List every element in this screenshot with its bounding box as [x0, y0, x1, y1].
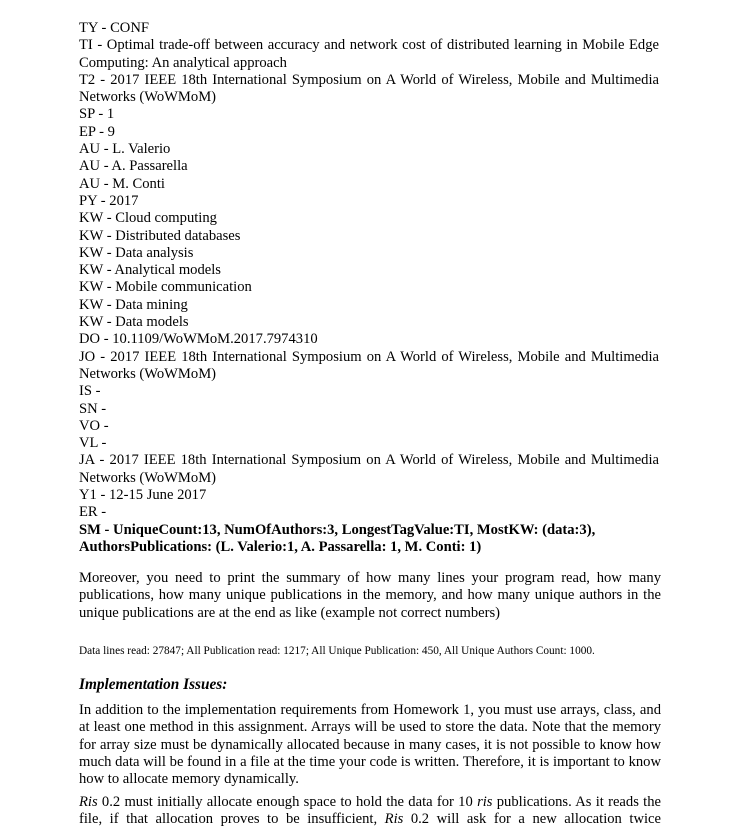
ris-keyword-line: KW - Data analysis: [79, 244, 194, 261]
ris-end-record-line: ER -: [79, 504, 107, 521]
ris-keyword-line: KW - Cloud computing: [79, 210, 217, 227]
allocation-text: publications. As it reads the file, if that allocation proves to be insufficient,: [79, 794, 661, 828]
section-heading: Implementation Issues:: [79, 676, 228, 693]
allocation-text: 0.2 will ask for a new allocation twice: [403, 811, 661, 828]
ris-record: [79, 20, 659, 556]
allocation-text: 0.2 must initially allocate enough space to hold the data for 10: [97, 794, 478, 810]
ris-end-page-line: EP - 9: [79, 123, 115, 140]
ris-author-line: AU - M. Conti: [79, 175, 165, 192]
summary-line: SM - UniqueCount:13, NumOfAuthors:3, LongestTagValue:TI, MostKW: (data:3), AuthorsPublications: (L. Valerio:1, A. Passarella: 1, M. Conti: 1): [79, 521, 596, 555]
ris-issue-line: IS -: [79, 383, 101, 400]
ris-name-italic: ris: [477, 794, 493, 810]
ris-secondary-title-line: T2 - 2017 IEEE 18th International Symposium on A World of Wireless, Mobile and Multimedia Networks (WoWMoM): [79, 71, 659, 106]
ris-doi-line: DO - 10.1109/WoWMoM.2017.7974310: [79, 331, 318, 348]
ris-name-italic: Ris: [384, 811, 404, 828]
ris-keyword-line: KW - Data models: [79, 314, 189, 331]
ris-start-page-line: SP - 1: [79, 106, 115, 123]
ris-keyword-line: KW - Distributed databases: [79, 227, 241, 244]
example-output: Data lines read: 27847; All Publication read: 1217; All Unique Publication: 450, All Unique Authors Count: 1000.: [79, 645, 595, 657]
ris-date-line: Y1 - 12-15 June 2017: [79, 487, 207, 504]
ris-journal-line: JO - 2017 IEEE 18th International Symposium on A World of Wireless, Mobile and Multimedia Networks (WoWMoM): [79, 348, 659, 382]
ris-volume-line: VO -: [79, 417, 109, 434]
ris-keyword-line: KW - Analytical models: [79, 262, 221, 279]
ris-keyword-line: KW - Data mining: [79, 296, 188, 313]
ris-title-line: TI - Optimal trade-off between accuracy and network cost of distributed learning in Mobile Edge Computing: An analytical approach: [79, 37, 659, 71]
ris-author-line: AU - L. Valerio: [79, 141, 171, 158]
implementation-paragraph: In addition to the implementation requirements from Homework 1, you must use arrays, class, and at least one method in this assignment. Arrays will be used to store the data. Note that the memory for array size must be dynamically allocated because in many cases, it is not possible to know how much data will be found in a file at the time your code is written. Therefore, it is important to know how to allocate memory dynamically.: [79, 702, 661, 788]
summary-paragraph: Moreover, you need to print the summary of how many lines your program read, how many publications, how many unique publications in the memory, and how many unique authors in the unique publications are at the end as like (example not correct numbers): [79, 570, 661, 621]
ris-type-line: TY - CONF: [79, 20, 149, 36]
ris-volume-alt-line: VL -: [79, 435, 107, 452]
ris-keyword-line: KW - Mobile communication: [79, 279, 252, 296]
ris-author-line: AU - A. Passarella: [79, 158, 188, 175]
ris-serial-number-line: SN -: [79, 400, 107, 417]
allocation-paragraph: [79, 794, 661, 829]
ris-journal-abbrev-line: JA - 2017 IEEE 18th International Symposium on A World of Wireless, Mobile and Multimedia Networks (WoWMoM): [79, 452, 659, 486]
ris-name-italic: Ris: [79, 794, 98, 810]
ris-year-line: PY - 2017: [79, 192, 139, 209]
